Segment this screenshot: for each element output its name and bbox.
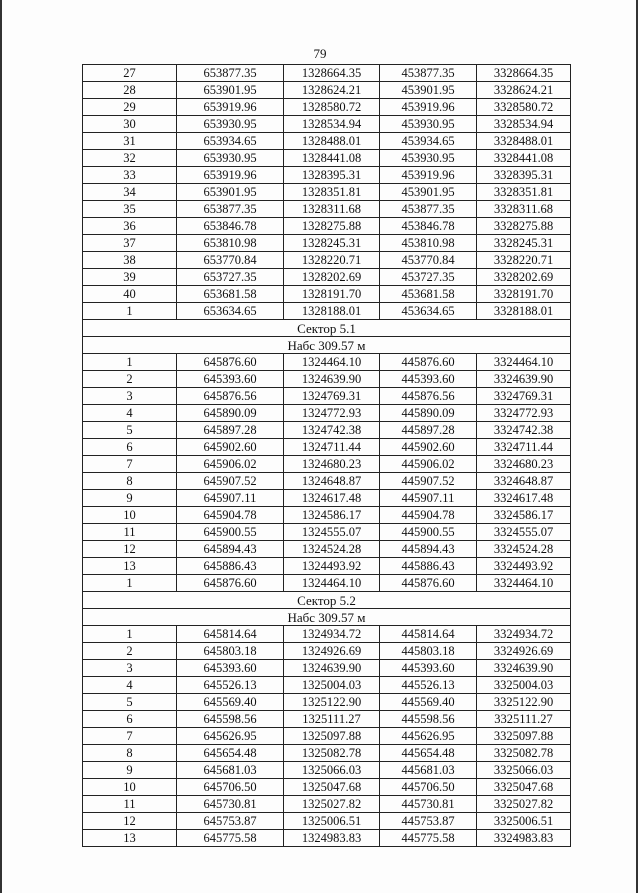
y-local-cell: 1324983.83: [284, 830, 380, 847]
point-number-cell: 7: [83, 456, 177, 473]
y-msk-cell: 3328580.72: [477, 99, 571, 116]
point-number-cell: 5: [83, 694, 177, 711]
sector-height-row: [83, 609, 571, 626]
y-local-cell: 1328488.01: [284, 133, 380, 150]
table-row: [83, 796, 571, 813]
table-row: [83, 439, 571, 456]
y-local-cell: 1328220.71: [284, 252, 380, 269]
table-row: [83, 133, 571, 150]
x-local-cell: 653727.35: [177, 269, 284, 286]
sector-height: Набс 309.57 м: [83, 609, 571, 626]
point-number-cell: 30: [83, 116, 177, 133]
y-local-cell: 1328191.70: [284, 286, 380, 303]
x-msk-cell: 445886.43: [380, 558, 477, 575]
y-msk-cell: 3328311.68: [477, 201, 571, 218]
y-local-cell: 1324648.87: [284, 473, 380, 490]
point-number-cell: 33: [83, 167, 177, 184]
x-msk-cell: 453681.58: [380, 286, 477, 303]
point-number-cell: 13: [83, 558, 177, 575]
x-msk-cell: 453634.65: [380, 303, 477, 320]
x-msk-cell: 445803.18: [380, 643, 477, 660]
point-number-cell: 6: [83, 711, 177, 728]
x-msk-cell: 453727.35: [380, 269, 477, 286]
x-msk-cell: 453930.95: [380, 116, 477, 133]
table-row: [83, 252, 571, 269]
y-local-cell: 1328311.68: [284, 201, 380, 218]
x-msk-cell: 445876.56: [380, 388, 477, 405]
x-local-cell: 653930.95: [177, 116, 284, 133]
y-local-cell: 1328441.08: [284, 150, 380, 167]
x-local-cell: 645890.09: [177, 405, 284, 422]
scan-edge-right: [636, 0, 638, 893]
x-msk-cell: 445902.60: [380, 439, 477, 456]
table-row: [83, 558, 571, 575]
x-msk-cell: 453901.95: [380, 82, 477, 99]
x-msk-cell: 445897.28: [380, 422, 477, 439]
x-local-cell: 645886.43: [177, 558, 284, 575]
point-number-cell: 10: [83, 779, 177, 796]
y-local-cell: 1328395.31: [284, 167, 380, 184]
y-msk-cell: 3328395.31: [477, 167, 571, 184]
y-msk-cell: 3324769.31: [477, 388, 571, 405]
table-body-top: [83, 65, 571, 320]
y-local-cell: 1325111.27: [284, 711, 380, 728]
x-local-cell: 645814.64: [177, 626, 284, 643]
point-number-cell: 36: [83, 218, 177, 235]
y-local-cell: 1325066.03: [284, 762, 380, 779]
table-row: [83, 694, 571, 711]
y-local-cell: 1324464.10: [284, 575, 380, 592]
y-local-cell: 1328202.69: [284, 269, 380, 286]
x-local-cell: 653901.95: [177, 184, 284, 201]
x-local-cell: 653877.35: [177, 201, 284, 218]
table-row: [83, 150, 571, 167]
x-msk-cell: 453877.35: [380, 201, 477, 218]
y-msk-cell: 3328441.08: [477, 150, 571, 167]
table-row: [83, 813, 571, 830]
y-msk-cell: 3324648.87: [477, 473, 571, 490]
point-number-cell: 6: [83, 439, 177, 456]
table-row: [83, 660, 571, 677]
y-msk-cell: 3324493.92: [477, 558, 571, 575]
x-local-cell: 653634.65: [177, 303, 284, 320]
point-number-cell: 38: [83, 252, 177, 269]
x-local-cell: 645906.02: [177, 456, 284, 473]
y-local-cell: 1324934.72: [284, 626, 380, 643]
point-number-cell: 1: [83, 303, 177, 320]
table-row: [83, 490, 571, 507]
x-msk-cell: 445890.09: [380, 405, 477, 422]
x-local-cell: 645654.48: [177, 745, 284, 762]
x-msk-cell: 445626.95: [380, 728, 477, 745]
y-local-cell: 1325006.51: [284, 813, 380, 830]
x-local-cell: 653901.95: [177, 82, 284, 99]
y-msk-cell: 3328191.70: [477, 286, 571, 303]
x-local-cell: 645598.56: [177, 711, 284, 728]
x-local-cell: 653846.78: [177, 218, 284, 235]
y-msk-cell: 3325004.03: [477, 677, 571, 694]
x-local-cell: 645706.50: [177, 779, 284, 796]
y-local-cell: 1328580.72: [284, 99, 380, 116]
y-local-cell: 1328188.01: [284, 303, 380, 320]
x-msk-cell: 445775.58: [380, 830, 477, 847]
y-msk-cell: 3325097.88: [477, 728, 571, 745]
x-msk-cell: 445753.87: [380, 813, 477, 830]
y-msk-cell: 3325066.03: [477, 762, 571, 779]
point-number-cell: 1: [83, 626, 177, 643]
table-row: [83, 116, 571, 133]
x-local-cell: 645904.78: [177, 507, 284, 524]
table-row: [83, 779, 571, 796]
point-number-cell: 11: [83, 796, 177, 813]
table-row: [83, 456, 571, 473]
x-local-cell: 645907.52: [177, 473, 284, 490]
y-msk-cell: 3328188.01: [477, 303, 571, 320]
x-local-cell: 653810.98: [177, 235, 284, 252]
y-msk-cell: 3324926.69: [477, 643, 571, 660]
y-msk-cell: 3324524.28: [477, 541, 571, 558]
point-number-cell: 11: [83, 524, 177, 541]
table-row: [83, 269, 571, 286]
y-msk-cell: 3324711.44: [477, 439, 571, 456]
y-local-cell: 1325082.78: [284, 745, 380, 762]
table-body-sector-5-1: [83, 354, 571, 592]
point-number-cell: 12: [83, 541, 177, 558]
x-msk-cell: 453919.96: [380, 167, 477, 184]
y-msk-cell: 3324772.93: [477, 405, 571, 422]
x-local-cell: 653681.58: [177, 286, 284, 303]
y-msk-cell: 3324680.23: [477, 456, 571, 473]
table-row: [83, 99, 571, 116]
point-number-cell: 34: [83, 184, 177, 201]
point-number-cell: 31: [83, 133, 177, 150]
table-row: [83, 388, 571, 405]
y-msk-cell: 3325006.51: [477, 813, 571, 830]
y-msk-cell: 3324742.38: [477, 422, 571, 439]
y-msk-cell: 3324639.90: [477, 660, 571, 677]
point-number-cell: 39: [83, 269, 177, 286]
sector-title-row: [83, 320, 571, 337]
table-body-sector-5-2: [83, 626, 571, 847]
table-row: [83, 524, 571, 541]
x-msk-cell: 445876.60: [380, 575, 477, 592]
y-local-cell: 1325097.88: [284, 728, 380, 745]
table-row: [83, 745, 571, 762]
y-msk-cell: 3325111.27: [477, 711, 571, 728]
table-row: [83, 286, 571, 303]
x-local-cell: 645897.28: [177, 422, 284, 439]
x-local-cell: 645894.43: [177, 541, 284, 558]
x-msk-cell: 445814.64: [380, 626, 477, 643]
sector-height: Набс 309.57 м: [83, 337, 571, 354]
x-msk-cell: 445907.52: [380, 473, 477, 490]
y-msk-cell: 3324983.83: [477, 830, 571, 847]
y-msk-cell: 3324617.48: [477, 490, 571, 507]
x-msk-cell: 445906.02: [380, 456, 477, 473]
sector-title-row: [83, 592, 571, 609]
y-local-cell: 1324769.31: [284, 388, 380, 405]
x-msk-cell: 445569.40: [380, 694, 477, 711]
y-local-cell: 1324555.07: [284, 524, 380, 541]
y-local-cell: 1328245.31: [284, 235, 380, 252]
x-local-cell: 645900.55: [177, 524, 284, 541]
point-number-cell: 1: [83, 354, 177, 371]
table-row: [83, 371, 571, 388]
x-msk-cell: 453846.78: [380, 218, 477, 235]
point-number-cell: 27: [83, 65, 177, 82]
x-msk-cell: 453770.84: [380, 252, 477, 269]
sector-height-row: [83, 337, 571, 354]
y-msk-cell: 3325027.82: [477, 796, 571, 813]
table-row: [83, 201, 571, 218]
y-msk-cell: 3328245.31: [477, 235, 571, 252]
x-local-cell: 645681.03: [177, 762, 284, 779]
x-local-cell: 645876.56: [177, 388, 284, 405]
table-row: [83, 235, 571, 252]
y-msk-cell: 3324555.07: [477, 524, 571, 541]
table-row: [83, 643, 571, 660]
table-row: [83, 218, 571, 235]
coordinates-table: [82, 64, 571, 847]
y-msk-cell: 3324464.10: [477, 575, 571, 592]
y-local-cell: 1324742.38: [284, 422, 380, 439]
table-row: [83, 677, 571, 694]
point-number-cell: 7: [83, 728, 177, 745]
y-msk-cell: 3324639.90: [477, 371, 571, 388]
x-msk-cell: 445900.55: [380, 524, 477, 541]
y-local-cell: 1325122.90: [284, 694, 380, 711]
table-row: [83, 422, 571, 439]
y-msk-cell: 3328351.81: [477, 184, 571, 201]
table-row: [83, 82, 571, 99]
y-local-cell: 1328624.21: [284, 82, 380, 99]
x-local-cell: 645569.40: [177, 694, 284, 711]
point-number-cell: 4: [83, 677, 177, 694]
x-local-cell: 645876.60: [177, 354, 284, 371]
table-row: [83, 575, 571, 592]
point-number-cell: 12: [83, 813, 177, 830]
point-number-cell: 29: [83, 99, 177, 116]
point-number-cell: 40: [83, 286, 177, 303]
point-number-cell: 37: [83, 235, 177, 252]
x-msk-cell: 445730.81: [380, 796, 477, 813]
y-msk-cell: 3325047.68: [477, 779, 571, 796]
table-row: [83, 711, 571, 728]
y-local-cell: 1328534.94: [284, 116, 380, 133]
y-local-cell: 1328275.88: [284, 218, 380, 235]
x-msk-cell: 453930.95: [380, 150, 477, 167]
y-local-cell: 1324639.90: [284, 371, 380, 388]
y-msk-cell: 3328220.71: [477, 252, 571, 269]
x-local-cell: 645393.60: [177, 371, 284, 388]
point-number-cell: 4: [83, 405, 177, 422]
x-msk-cell: 445526.13: [380, 677, 477, 694]
point-number-cell: 10: [83, 507, 177, 524]
x-local-cell: 645393.60: [177, 660, 284, 677]
table-row: [83, 728, 571, 745]
point-number-cell: 8: [83, 473, 177, 490]
y-msk-cell: 3328624.21: [477, 82, 571, 99]
x-local-cell: 653770.84: [177, 252, 284, 269]
x-msk-cell: 445907.11: [380, 490, 477, 507]
y-msk-cell: 3328488.01: [477, 133, 571, 150]
y-local-cell: 1324926.69: [284, 643, 380, 660]
x-local-cell: 653934.65: [177, 133, 284, 150]
x-msk-cell: 445894.43: [380, 541, 477, 558]
y-local-cell: 1325004.03: [284, 677, 380, 694]
y-local-cell: 1324464.10: [284, 354, 380, 371]
x-local-cell: 653930.95: [177, 150, 284, 167]
y-local-cell: 1324711.44: [284, 439, 380, 456]
y-local-cell: 1324639.90: [284, 660, 380, 677]
table-row: [83, 626, 571, 643]
x-msk-cell: 453810.98: [380, 235, 477, 252]
x-msk-cell: 453901.95: [380, 184, 477, 201]
point-number-cell: 32: [83, 150, 177, 167]
y-local-cell: 1324680.23: [284, 456, 380, 473]
sector-5-2-header: [83, 592, 571, 626]
x-msk-cell: 445393.60: [380, 371, 477, 388]
table-row: [83, 473, 571, 490]
x-local-cell: 653919.96: [177, 99, 284, 116]
x-local-cell: 653877.35: [177, 65, 284, 82]
y-local-cell: 1328351.81: [284, 184, 380, 201]
point-number-cell: 2: [83, 643, 177, 660]
table-row: [83, 762, 571, 779]
x-local-cell: 645803.18: [177, 643, 284, 660]
table-row: [83, 167, 571, 184]
x-msk-cell: 445393.60: [380, 660, 477, 677]
point-number-cell: 8: [83, 745, 177, 762]
point-number-cell: 3: [83, 660, 177, 677]
scan-edge-left: [0, 0, 2, 893]
y-local-cell: 1324772.93: [284, 405, 380, 422]
table-row: [83, 830, 571, 847]
point-number-cell: 13: [83, 830, 177, 847]
point-number-cell: 3: [83, 388, 177, 405]
x-local-cell: 645730.81: [177, 796, 284, 813]
x-local-cell: 653919.96: [177, 167, 284, 184]
y-msk-cell: 3328534.94: [477, 116, 571, 133]
y-local-cell: 1325027.82: [284, 796, 380, 813]
sector-5-1-header: [83, 320, 571, 354]
y-msk-cell: 3325122.90: [477, 694, 571, 711]
y-local-cell: 1324524.28: [284, 541, 380, 558]
x-msk-cell: 445598.56: [380, 711, 477, 728]
x-local-cell: 645876.60: [177, 575, 284, 592]
x-msk-cell: 453919.96: [380, 99, 477, 116]
table-row: [83, 507, 571, 524]
x-msk-cell: 445904.78: [380, 507, 477, 524]
y-local-cell: 1324586.17: [284, 507, 380, 524]
table-row: [83, 541, 571, 558]
y-local-cell: 1324493.92: [284, 558, 380, 575]
x-msk-cell: 445876.60: [380, 354, 477, 371]
x-local-cell: 645753.87: [177, 813, 284, 830]
y-local-cell: 1328664.35: [284, 65, 380, 82]
table-row: [83, 184, 571, 201]
point-number-cell: 1: [83, 575, 177, 592]
y-msk-cell: 3324464.10: [477, 354, 571, 371]
table-row: [83, 354, 571, 371]
y-local-cell: 1324617.48: [284, 490, 380, 507]
point-number-cell: 9: [83, 490, 177, 507]
x-msk-cell: 445654.48: [380, 745, 477, 762]
x-local-cell: 645907.11: [177, 490, 284, 507]
point-number-cell: 9: [83, 762, 177, 779]
table-row: [83, 65, 571, 82]
x-msk-cell: 453877.35: [380, 65, 477, 82]
y-msk-cell: 3324934.72: [477, 626, 571, 643]
y-msk-cell: 3328664.35: [477, 65, 571, 82]
point-number-cell: 5: [83, 422, 177, 439]
table-row: [83, 405, 571, 422]
point-number-cell: 35: [83, 201, 177, 218]
y-local-cell: 1325047.68: [284, 779, 380, 796]
x-msk-cell: 445681.03: [380, 762, 477, 779]
sector-title: Сектор 5.2: [83, 592, 571, 609]
table-row: [83, 303, 571, 320]
y-msk-cell: 3324586.17: [477, 507, 571, 524]
x-local-cell: 645626.95: [177, 728, 284, 745]
y-msk-cell: 3328202.69: [477, 269, 571, 286]
x-msk-cell: 453934.65: [380, 133, 477, 150]
point-number-cell: 28: [83, 82, 177, 99]
point-number-cell: 2: [83, 371, 177, 388]
sector-title: Сектор 5.1: [83, 320, 571, 337]
x-local-cell: 645902.60: [177, 439, 284, 456]
x-msk-cell: 445706.50: [380, 779, 477, 796]
page-number: 79: [313, 46, 327, 61]
y-msk-cell: 3328275.88: [477, 218, 571, 235]
x-local-cell: 645775.58: [177, 830, 284, 847]
y-msk-cell: 3325082.78: [477, 745, 571, 762]
x-local-cell: 645526.13: [177, 677, 284, 694]
